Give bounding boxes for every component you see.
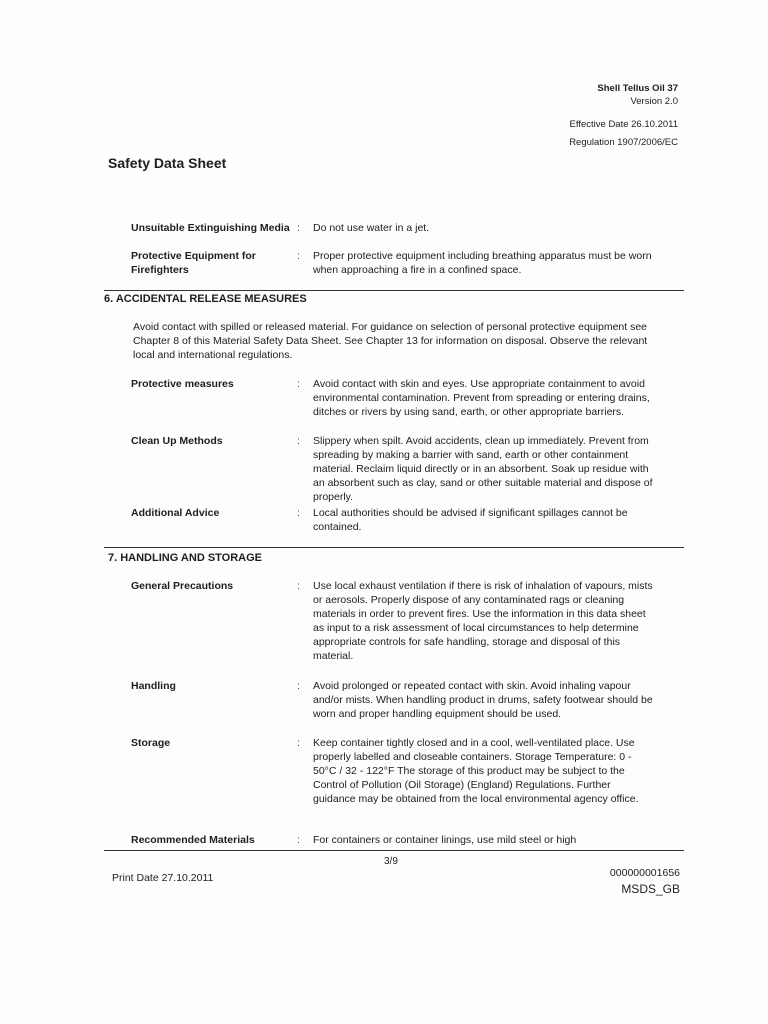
document-number: 000000001656 [609, 867, 680, 879]
row-label: Storage [131, 737, 171, 749]
footer-divider [104, 850, 684, 851]
separator: : [297, 680, 300, 692]
version: Version 2.0 [630, 96, 678, 107]
section-6-intro: Avoid contact with spilled or released material. For guidance on selection of personal protective equipment see Chapter 8 of this Material Safety Data Sheet. See Chapter 13 for information on disposal. Observe the relevant local and international regulations. [133, 321, 648, 361]
row-label: Recommended Materials [131, 834, 255, 846]
section-heading-7: 7. HANDLING AND STORAGE [108, 552, 263, 564]
row-value: Avoid prolonged or repeated contact with skin. Avoid inhaling vapour and/or mists. When handling product in drums, safety footwear should be worn and proper handling equipment should be used. [313, 680, 653, 720]
separator: : [297, 834, 300, 846]
product-name: Shell Tellus Oil 37 [597, 83, 678, 94]
row-label: Clean Up Methods [131, 435, 223, 447]
separator: : [297, 250, 300, 262]
effective-date: Effective Date 26.10.2011 [569, 119, 678, 130]
row-label: Handling [131, 680, 176, 692]
document-code: MSDS_GB [621, 882, 680, 896]
print-date: Print Date 27.10.2011 [112, 872, 214, 884]
row-label: Protective Equipment for Firefighters [131, 250, 256, 276]
separator: : [297, 222, 300, 234]
section-divider [104, 547, 684, 548]
row-label: General Precautions [131, 580, 234, 592]
section-heading-6: 6. ACCIDENTAL RELEASE MEASURES [104, 293, 307, 305]
separator: : [297, 507, 300, 519]
row-value: Do not use water in a jet. [313, 222, 430, 234]
row-value: Use local exhaust ventilation if there is risk of inhalation of vapours, mists or aerosols. Properly dispose of any contaminated rags or cleaning materials in order to prevent fires. Use the information in this data sheet as input to a risk assessment of local circumstances to help determine appropriate controls for safe handling, storage and disposal of this material. [313, 580, 653, 662]
row-value: For containers or container linings, use mild steel or high [313, 834, 577, 846]
row-value: Slippery when spilt. Avoid accidents, clean up immediately. Prevent from spreading by making a barrier with sand, earth or other containment material. Reclaim liquid directly or in an absorbent. Soak up residue with an absorbent such as clay, sand or other suitable material and dispose of properly. [313, 435, 653, 503]
separator: : [297, 378, 300, 390]
separator: : [297, 435, 300, 447]
row-label: Additional Advice [131, 507, 220, 519]
row-value: Local authorities should be advised if significant spillages cannot be contained. [313, 507, 628, 533]
separator: : [297, 580, 300, 592]
row-value: Avoid contact with skin and eyes. Use appropriate containment to avoid environmental contamination. Prevent from spreading or entering drains, ditches or rivers by using sand, earth, or other appropriate barriers. [313, 378, 650, 418]
separator: : [297, 737, 300, 749]
page-title: Safety Data Sheet [108, 155, 227, 171]
row-value: Proper protective equipment including breathing apparatus must be worn when approaching a fire in a confined space. [313, 250, 652, 276]
section-divider [104, 290, 684, 291]
page-number: 3/9 [384, 856, 398, 867]
row-label: Unsuitable Extinguishing Media [131, 222, 290, 234]
row-label: Protective measures [131, 378, 234, 390]
regulation: Regulation 1907/2006/EC [569, 137, 678, 148]
row-value: Keep container tightly closed and in a cool, well-ventilated place. Use properly labelled and closeable containers. Storage Temperature: 0 - 50°C / 32 - 122°F The storage of this product may be subject to the Control of Pollution (Oil Storage) (England) Regulations. Further guidance may be obtained from the local environmental agency office. [313, 737, 639, 805]
